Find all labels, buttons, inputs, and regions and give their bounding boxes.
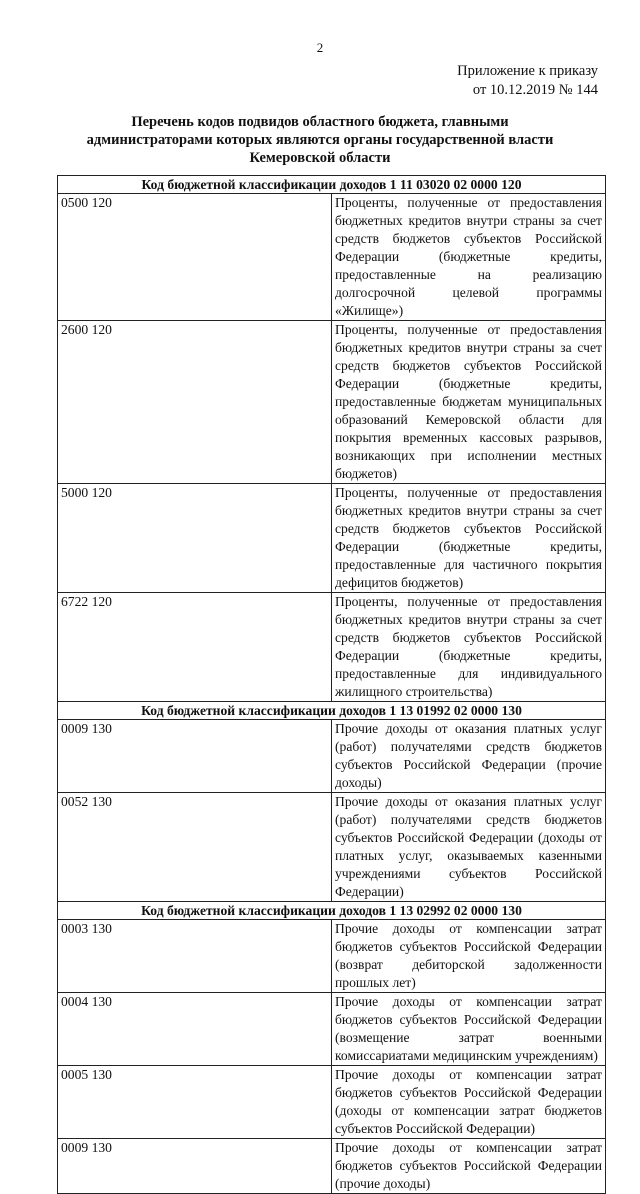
row-code: 0500 120	[58, 194, 332, 321]
table-row	[58, 321, 606, 484]
table-row	[58, 593, 606, 702]
title-line-1: Перечень кодов подвидов областного бюджета, главными	[131, 114, 509, 130]
annex-reference	[457, 62, 598, 100]
section-header-row	[58, 702, 606, 720]
row-description: Прочие доходы от оказания платных услуг (работ) получателями средств бюджетов субъектов Российской Федерации (доходы от платных услуг, оказываемых казенными учреждениями субъектов Российской Федерации)	[332, 793, 606, 902]
row-description: Проценты, полученные от предоставления бюджетных кредитов внутри страны за счет средств бюджетов субъектов Российской Федерации (бюджетные кредиты, предоставленные для частичного покрытия дефицитов бюджетов)	[332, 484, 606, 593]
section-header: Код бюджетной классификации доходов 1 13 01992 02 0000 130	[58, 702, 606, 720]
section-header: Код бюджетной классификации доходов 1 11 03020 02 0000 120	[58, 176, 606, 194]
row-description: Прочие доходы от оказания платных услуг (работ) получателями средств бюджетов субъектов Российской Федерации (прочие доходы)	[332, 720, 606, 793]
row-code: 5000 120	[58, 484, 332, 593]
table-row	[58, 920, 606, 993]
row-code: 0004 130	[58, 993, 332, 1066]
section-header-row	[58, 902, 606, 920]
row-code: 0052 130	[58, 793, 332, 902]
row-description: Проценты, полученные от предоставления бюджетных кредитов внутри страны за счет средств бюджетов субъектов Российской Федерации (бюджетные кредиты, предоставленные на реализацию долгосрочной целевой программы «Жилище»)	[332, 194, 606, 321]
row-code: 0005 130	[58, 1066, 332, 1139]
annex-line-1: Приложение к приказу	[457, 63, 598, 79]
table-row	[58, 993, 606, 1066]
title-line-3: Кемеровской области	[249, 150, 391, 166]
table-row	[58, 720, 606, 793]
document-title	[60, 113, 580, 167]
table-row	[58, 1139, 606, 1194]
page-number: 2	[316, 40, 324, 55]
table-row	[58, 1066, 606, 1139]
row-description: Прочие доходы от компенсации затрат бюджетов субъектов Российской Федерации (возврат дебиторской задолженности прошлых лет)	[332, 920, 606, 993]
row-code: 0003 130	[58, 920, 332, 993]
annex-line-2: от 10.12.2019 № 144	[472, 82, 598, 98]
row-description: Прочие доходы от компенсации затрат бюджетов субъектов Российской Федерации (доходы от компенсации затрат бюджетов субъектов Российской Федерации)	[332, 1066, 606, 1139]
table-row	[58, 194, 606, 321]
table-row	[58, 484, 606, 593]
section-header: Код бюджетной классификации доходов 1 13 02992 02 0000 130	[58, 902, 606, 920]
row-code: 2600 120	[58, 321, 332, 484]
section-header-row	[58, 176, 606, 194]
row-description: Проценты, полученные от предоставления бюджетных кредитов внутри страны за счет средств бюджетов субъектов Российской Федерации (бюджетные кредиты, предоставленные бюджетам муниципальных образований Кемеровской области для покрытия временных кассовых разрывов, возникающих при исполнении местных бюджетов)	[332, 321, 606, 484]
row-description: Прочие доходы от компенсации затрат бюджетов субъектов Российской Федерации (возмещение затрат военными комиссариатами медицинским учреждениям)	[332, 993, 606, 1066]
budget-codes-table	[57, 175, 606, 1194]
row-code: 6722 120	[58, 593, 332, 702]
title-line-2: администраторами которых являются органы государственной власти	[86, 132, 554, 148]
row-description: Прочие доходы от компенсации затрат бюджетов субъектов Российской Федерации (прочие доходы)	[332, 1139, 606, 1194]
row-code: 0009 130	[58, 1139, 332, 1194]
row-code: 0009 130	[58, 720, 332, 793]
row-description: Проценты, полученные от предоставления бюджетных кредитов внутри страны за счет средств бюджетов субъектов Российской Федерации (бюджетные кредиты, предоставленные для индивидуального жилищного строительства)	[332, 593, 606, 702]
table-row	[58, 793, 606, 902]
